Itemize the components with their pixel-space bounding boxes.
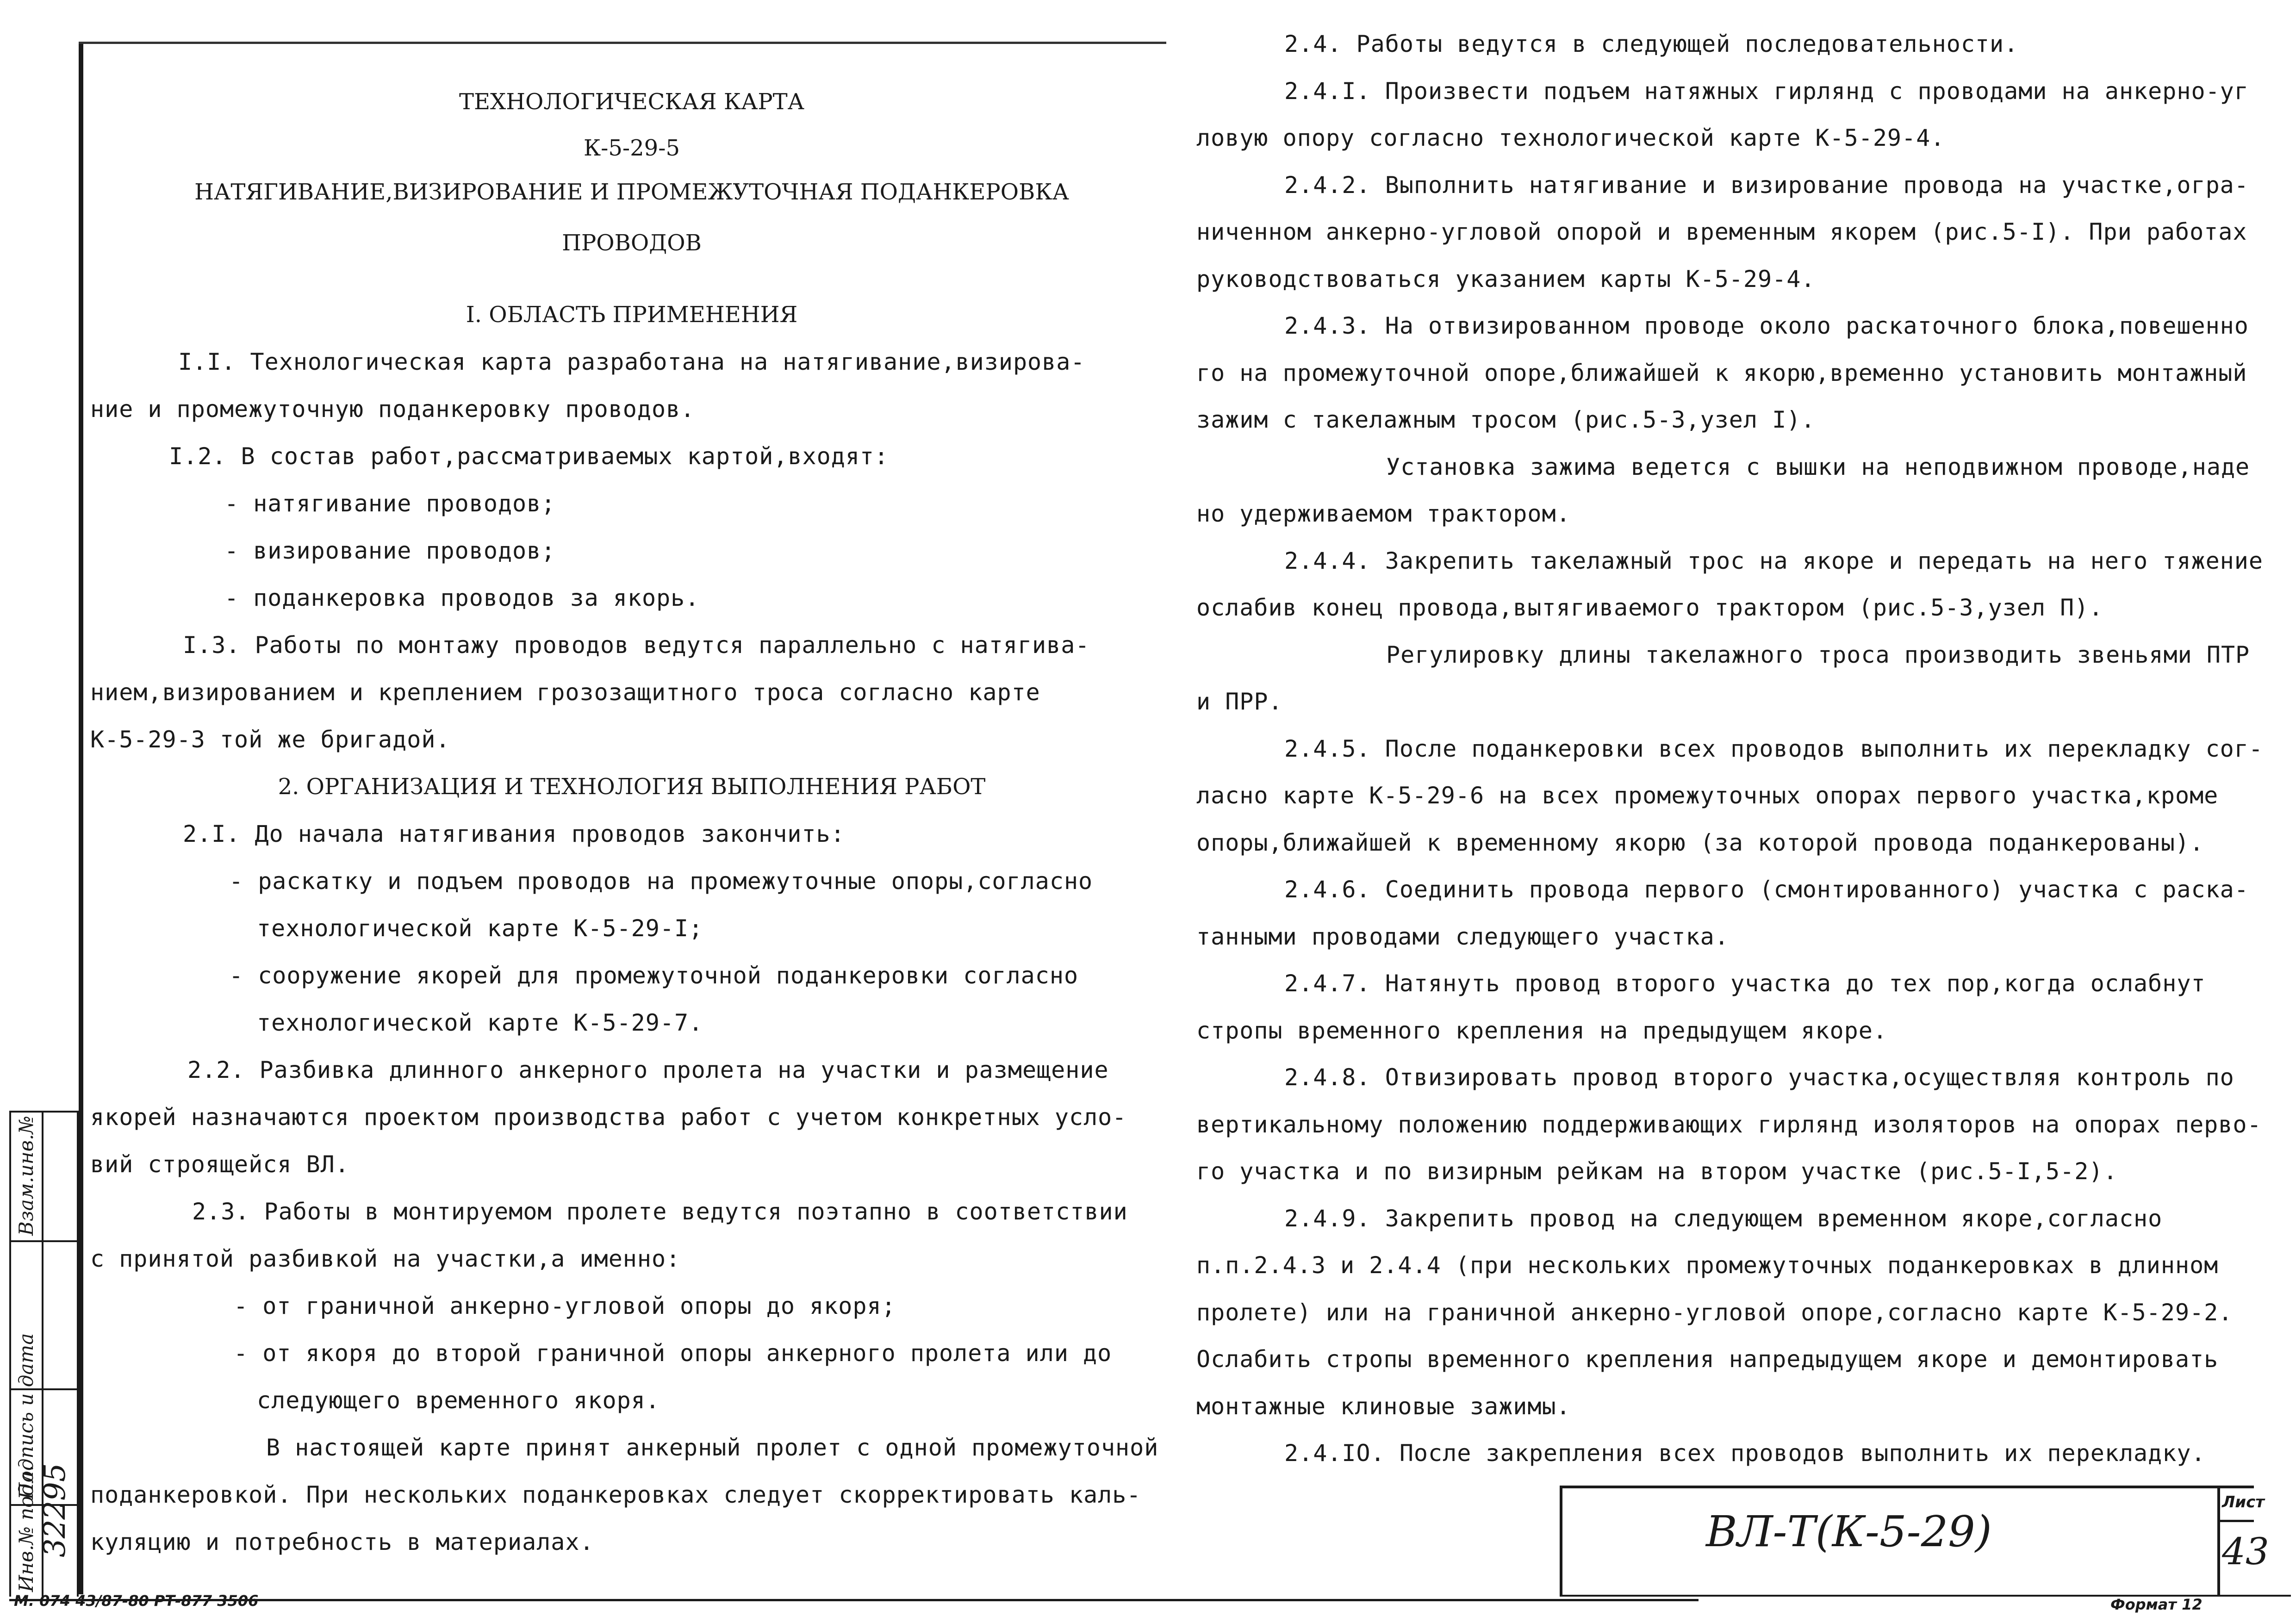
text-line: 2.4.2. Выполнить натягивание и визирование провода на участке,огра-: [1284, 171, 2249, 199]
text-line: якорей назначаются проектом производства работ с учетом конкретных усло-: [90, 1104, 1127, 1131]
bottom-print-note: М. 074 43/87-80 РТ-877 3506: [14, 1592, 259, 1610]
stamp-label-replacement: Взам.инв.№: [15, 1115, 37, 1236]
text-line: технологической карте К-5-29-I;: [257, 915, 703, 942]
text-line: ласно карте К-5-29-6 на всех промежуточных опорах первого участка,кроме: [1196, 782, 2219, 809]
text-line: руководствоваться указанием карты К-5-29-4.: [1196, 265, 1816, 292]
text-line: - от граничной анкерно-угловой опоры до якоря;: [234, 1293, 896, 1319]
text-line: зажим с такелажным тросом (рис.5-3,узел I).: [1196, 406, 1816, 433]
text-line: но удерживаемом трактором.: [1196, 500, 1571, 527]
text-line: Ослабить стропы временного крепления напредыдущем якоре и демонтировать: [1196, 1346, 2219, 1373]
section-heading: 2. ОРГАНИЗАЦИЯ И ТЕХНОЛОГИЯ ВЫПОЛНЕНИЯ РАБОТ: [278, 774, 986, 800]
document-subtitle: НАТЯГИВАНИЕ,ВИЗИРОВАНИЕ И ПРОМЕЖУТОЧНАЯ ПОДАНКЕРОВКА: [194, 179, 1069, 205]
text-line: 2.4.9. Закрепить провод на следующем временном якоре,согласно: [1284, 1205, 2163, 1232]
text-line: 2.4.8. Отвизировать провод второго участка,осуществляя контроль по: [1284, 1064, 2234, 1091]
document-title: ТЕХНОЛОГИЧЕСКАЯ КАРТА: [459, 89, 805, 115]
text-line: I.3. Работы по монтажу проводов ведутся параллельно с натягива-: [183, 632, 1090, 659]
page-format: Формат 12: [2110, 1596, 2203, 1613]
text-line: ниченном анкерно-угловой опорой и временным якорем (рис.5-I). При работах: [1196, 218, 2247, 245]
text-line: ловую опору согласно технологической карте К-5-29-4.: [1196, 124, 1945, 151]
text-line: 2.4.4. Закрепить такелажный трос на якоре и передать на него тяжение: [1284, 547, 2263, 574]
document-subtitle-cont: ПРОВОДОВ: [562, 230, 702, 256]
frame-left-line: [79, 44, 83, 1594]
text-line: 2.4.IO. После закрепления всех проводов выполнить их перекладку.: [1284, 1440, 2206, 1467]
text-line: 2.I. До начала натягивания проводов закончить:: [183, 821, 845, 847]
text-line: нием,визированием и креплением грозозащитного троса согласно карте: [90, 679, 1040, 706]
text-line: I.I. Технологическая карта разработана на натягивание,визирова-: [178, 348, 1085, 375]
text-line: ослабив конец провода,вытягиваемого трактором (рис.5-3,узел П).: [1196, 594, 2103, 621]
text-line: 2.4. Работы ведутся в следующей последовательности.: [1284, 31, 2019, 57]
text-line: го на промежуточной опоре,ближайшей к якорю,временно установить монтажный: [1196, 359, 2247, 386]
document-card-number: К-5-29-5: [584, 135, 680, 161]
text-line: К-5-29-3 той же бригадой.: [90, 726, 450, 753]
text-line: В настоящей карте принят анкерный пролет с одной промежуточной: [266, 1434, 1159, 1461]
text-line: поданкеровкой. При нескольких поданкеровках следует скорректировать каль-: [90, 1481, 1141, 1508]
text-line: следующего временного якоря.: [257, 1387, 660, 1414]
text-line: 2.4.I. Произвести подъем натяжных гирлянд с проводами на анкерно-уг: [1284, 77, 2249, 105]
sheet-label: Лист: [2222, 1493, 2265, 1511]
text-line: монтажные клиновые зажимы.: [1196, 1393, 1571, 1420]
text-line: танными проводами следующего участка.: [1196, 923, 1729, 950]
text-line: с принятой разбивкой на участки,а именно:: [90, 1245, 681, 1272]
text-line: пролете) или на граничной анкерно-угловой опоре,согласно карте К-5-29-2.: [1196, 1299, 2233, 1326]
sheet-number: 43: [2222, 1530, 2269, 1573]
text-line: ние и промежуточную поданкеровку проводов.: [90, 396, 695, 423]
text-line: п.п.2.4.3 и 2.4.4 (при нескольких промежуточных поданкеровках в длинном: [1196, 1252, 2219, 1279]
stamp-inventory-number: 32295: [38, 1463, 72, 1557]
text-line: стропы временного крепления на предыдущем якоре.: [1196, 1017, 1887, 1044]
section-heading: I. ОБЛАСТЬ ПРИМЕНЕНИЯ: [466, 302, 798, 328]
stamp-label-signature: Подпись и дата: [15, 1333, 37, 1499]
title-block: [1560, 1486, 2269, 1597]
text-line: го участка и по визирным рейкам на втором участке (рис.5-I,5-2).: [1196, 1158, 2118, 1185]
title-block-code: ВЛ-Т(К-5-29): [1706, 1507, 1992, 1556]
text-line: 2.4.7. Натянуть провод второго участка до тех пор,когда ослабнут: [1284, 970, 2206, 997]
text-line: - раскатку и подъем проводов на промежуточные опоры,согласно: [229, 868, 1093, 895]
text-line: и ПРР.: [1196, 688, 1283, 715]
text-line: 2.4.3. На отвизированном проводе около раскаточного блока,повешенно: [1284, 312, 2249, 339]
text-line: 2.3. Работы в монтируемом пролете ведутся поэтапно в соответствии: [192, 1198, 1128, 1225]
text-line: опоры,ближайшей к временному якорю (за которой провода поданкерованы).: [1196, 829, 2204, 856]
text-line: - натягивание проводов;: [224, 490, 556, 517]
text-line: - от якоря до второй граничной опоры анкерного пролета или до: [234, 1340, 1112, 1367]
text-line: Установка зажима ведется с вышки на неподвижном проводе,наде: [1386, 453, 2250, 480]
text-line: 2.2. Разбивка длинного анкерного пролета на участки и размещение: [187, 1057, 1109, 1083]
text-line: вертикальному положению поддерживающих гирлянд изоляторов на опорах перво-: [1196, 1111, 2262, 1138]
text-line: технологической карте К-5-29-7.: [257, 1009, 703, 1036]
text-line: куляцию и потребность в материалах.: [90, 1529, 594, 1555]
text-line: - поданкеровка проводов за якорь.: [224, 585, 700, 611]
stamp-label-inventory: Инв.№ подл.: [15, 1465, 37, 1592]
text-line: - визирование проводов;: [224, 537, 556, 564]
text-line: I.2. В состав работ,рассматриваемых картой,входят:: [169, 443, 889, 470]
frame-bottom-line: [9, 1599, 1699, 1601]
text-line: 2.4.6. Соединить провода первого (смонтированного) участка с раска-: [1284, 876, 2249, 903]
text-line: - сооружение якорей для промежуточной поданкеровки согласно: [229, 962, 1079, 989]
text-line: 2.4.5. После поданкеровки всех проводов выполнить их перекладку сог-: [1284, 735, 2263, 762]
frame-top-line: [79, 42, 1166, 44]
text-line: Регулировку длины такелажного троса производить звеньями ПТР: [1386, 641, 2250, 668]
text-line: вий строящейся ВЛ.: [90, 1151, 349, 1178]
